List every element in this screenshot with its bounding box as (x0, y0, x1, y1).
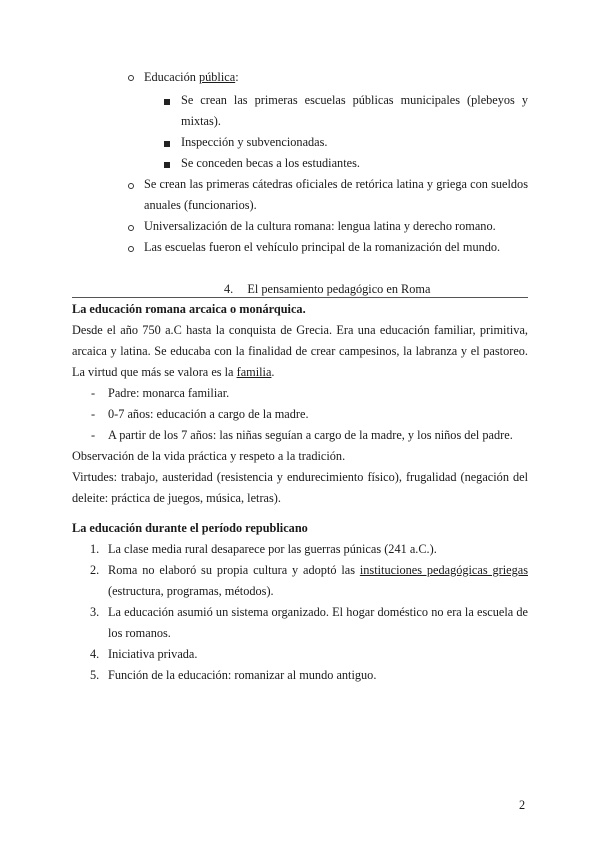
paragraph-line: La virtud que más se valora es la familia. (72, 365, 275, 379)
list-number: 3. (90, 605, 100, 619)
paragraph-line: Desde el año 750 a.C hasta la conquista de Grecia. Era una educación familiar, primitiva, (72, 323, 528, 337)
dash-bullet-icon: - (91, 407, 96, 421)
numbered-item: Roma no elaboró su propia cultura y adoptó las instituciones pedagógicas griegas (108, 563, 528, 577)
underlined-term: instituciones pedagógicas griegas (359, 563, 528, 577)
numbered-item-cont: (estructura, programas, métodos). (108, 584, 274, 598)
list-number: 4. (90, 647, 100, 661)
list-item-escuelas-vehiculo: Las escuelas fueron el vehículo principal de la romanización del mundo. (144, 240, 501, 254)
paragraph-virtudes: Virtudes: trabajo, austeridad (resistencia y endurecimiento físico), frugalidad (negación del (72, 470, 528, 484)
sub-item-inspeccion: Inspección y subvencionadas. (181, 135, 328, 149)
dash-list-item: Padre: monarca familiar. (108, 386, 230, 400)
numbered-item-cont: los romanos. (108, 626, 171, 640)
paragraph-line: arcaica y latina. Se educaba con la finalidad de crear campesinos, la labranza y el pastoreo. (72, 344, 528, 358)
dash-bullet-icon: - (91, 428, 96, 442)
circle-bullet-icon (128, 183, 134, 189)
list-number: 2. (90, 563, 100, 577)
sub-item-escuelas: Se crean las primeras escuelas públicas municipales (plebeyos y (181, 93, 528, 107)
underlined-term: familia (236, 365, 272, 379)
page-number: 2 (519, 798, 526, 812)
section-number: 4. (224, 282, 234, 296)
paragraph-observacion: Observación de la vida práctica y respeto a la tradición. (72, 449, 346, 463)
list-item-catedras: Se crean las primeras cátedras oficiales de retórica latina y griega con sueldos (144, 177, 528, 191)
circle-bullet-icon (128, 225, 134, 231)
subheading-arcaica: La educación romana arcaica o monárquica. (72, 302, 306, 316)
numbered-item: La educación asumió un sistema organizado. El hogar doméstico no era la escuela de (108, 605, 528, 619)
underlined-term: pública (198, 70, 236, 84)
square-bullet-icon (164, 99, 170, 105)
dash-list-item: 0-7 años: educación a cargo de la madre. (108, 407, 309, 421)
circle-bullet-icon (128, 75, 134, 81)
sub-item-becas: Se conceden becas a los estudiantes. (181, 156, 360, 170)
numbered-item: Función de la educación: romanizar al mundo antiguo. (108, 668, 377, 682)
dash-bullet-icon: - (91, 386, 96, 400)
subheading-republicano: La educación durante el período republicano (72, 521, 308, 535)
numbered-item: La clase media rural desaparece por las guerras púnicas (241 a.C.). (108, 542, 437, 556)
list-item-catedras-cont: anuales (funcionarios). (144, 198, 257, 212)
circle-bullet-icon (128, 246, 134, 252)
section-title: El pensamiento pedagógico en Roma (247, 282, 431, 296)
list-number: 5. (90, 668, 100, 682)
sub-item-escuelas-cont: mixtas). (181, 114, 221, 128)
section-heading-rule (72, 297, 528, 298)
numbered-item: Iniciativa privada. (108, 647, 198, 661)
dash-list-item: A partir de los 7 años: las niñas seguían a cargo de la madre, y los niños del padre. (108, 428, 513, 442)
square-bullet-icon (164, 141, 170, 147)
list-number: 1. (90, 542, 100, 556)
section-heading (224, 282, 430, 297)
list-item-universalizacion: Universalización de la cultura romana: lengua latina y derecho romano. (144, 219, 496, 233)
list-item-educacion-publica: Educación pública: (144, 70, 239, 84)
paragraph-virtudes-cont: deleite: práctica de juegos, música, letras). (72, 491, 281, 505)
square-bullet-icon (164, 162, 170, 168)
